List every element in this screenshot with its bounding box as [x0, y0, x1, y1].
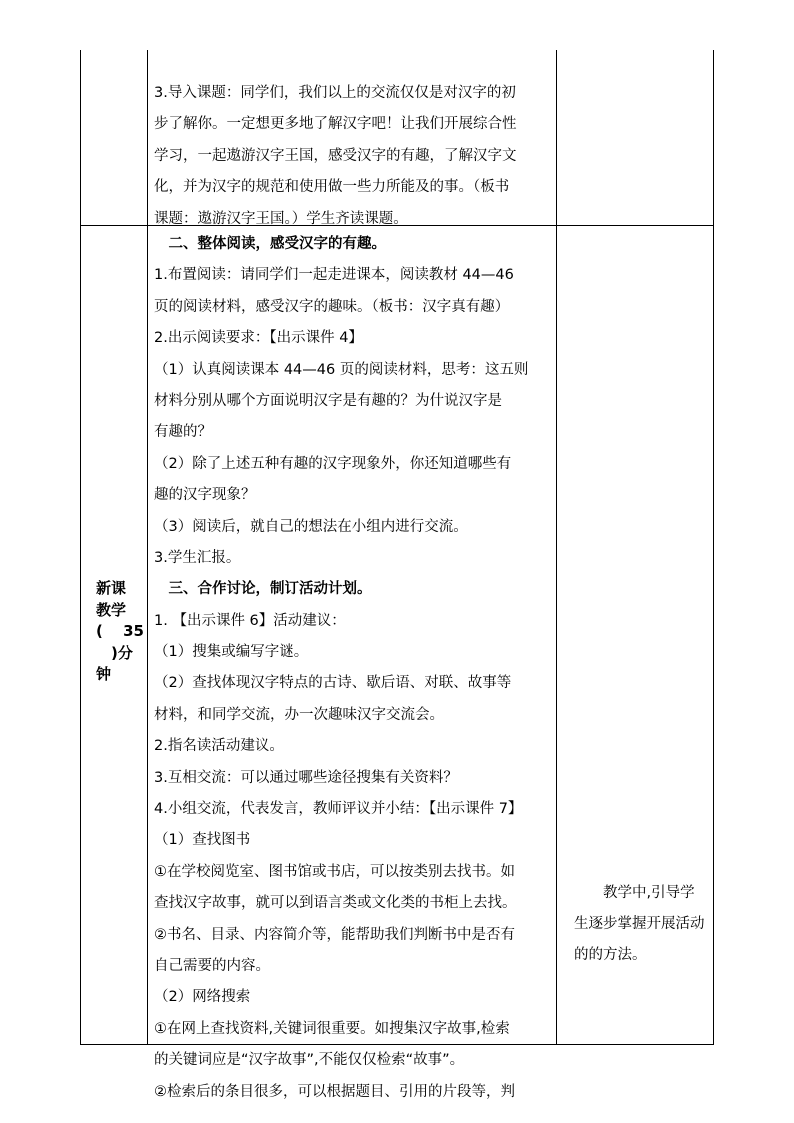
text-line: 2.指名读活动建议。 — [154, 738, 284, 755]
table-border-left — [80, 50, 81, 1045]
section-heading: 三、合作讨论，制订活动计划。 — [154, 581, 372, 598]
text-line: 化，并为汉字的规范和使用做一些力所能及的事。（板书 — [154, 179, 510, 196]
text-line: 3.互相交流：可以通过哪些途径搜集有关资料？ — [154, 769, 458, 786]
text-line: 页的阅读材料，感受汉字的趣味。（板书：汉字真有趣） — [154, 298, 510, 315]
text-line: （1）认真阅读课本 44—46 页的阅读材料，思考：这五则 — [154, 361, 529, 378]
text-line: ②书名、目录、内容简介等，能帮助我们判断书中是否有 — [154, 926, 515, 943]
text-line: （1）查找图书 — [154, 832, 251, 849]
text-line: 有趣的？ — [154, 424, 212, 441]
text-line: 4.小组交流，代表发言，教师评议并小结：【出示课件 7】 — [154, 801, 523, 818]
text-line: （3）阅读后，就自己的想法在小组内进行交流。 — [154, 518, 468, 535]
text-line: 课题：遨游汉字王国。）学生齐读课题。 — [154, 210, 408, 227]
label-line: 钟 — [96, 665, 112, 683]
text-line: 3.导入课题：同学们，我们以上的交流仅仅是对汉字的初 — [154, 85, 516, 101]
section-heading: 二、整体阅读，感受汉字的有趣。 — [154, 236, 386, 252]
text-line: （2）查找体现汉字特点的古诗、歇后语、对联、故事等 — [154, 675, 512, 692]
text-line: （2）除了上述五种有趣的汉字现象外，你还知道哪些有 — [154, 455, 512, 472]
label-line: )分 — [96, 643, 133, 662]
note-line: 的的方法。 — [574, 947, 647, 964]
teaching-content-text — [154, 229, 528, 1108]
table-divider-label — [147, 50, 148, 1045]
text-line: 趣的汉字现象？ — [154, 487, 256, 504]
text-line: 3.学生汇报。 — [154, 549, 241, 566]
text-line: （1）搜集或编写字谜。 — [154, 644, 309, 661]
label-line: ( 35 — [96, 622, 144, 640]
text-line: ①在学校阅览室、图书馆或书店，可以按类别去找书。如 — [154, 863, 515, 880]
text-line: 材料，和同学交流，办一次趣味汉字交流会。 — [154, 706, 444, 723]
text-line: 步了解你。一定想更多地了解汉字吧！让我们开展综合性 — [154, 116, 517, 133]
text-line: 2.出示阅读要求：【出示课件 4】 — [154, 330, 363, 347]
text-line: 材料分别从哪个方面说明汉字是有趣的？为什说汉字是 — [154, 392, 502, 409]
text-line: 学习，一起遨游汉字王国，感受汉字的有趣，了解汉字文 — [154, 147, 517, 164]
note-line: 教学中,引导学 — [574, 885, 695, 901]
text-line: 查找汉字故事，就可以到语言类或文化类的书柜上去找。 — [154, 895, 517, 912]
text-line: 1. 【出示课件 6】活动建议： — [154, 612, 346, 629]
text-line: 的关键词应是“汉字故事”,不能仅仅检索“故事”。 — [154, 1052, 465, 1069]
section-label-new-lesson — [96, 578, 148, 686]
text-line: ②检索后的条目很多，可以根据题目、引用的片段等，判 — [154, 1083, 515, 1100]
table-divider-content — [556, 50, 557, 1045]
table-border-right — [713, 50, 714, 1045]
label-line: 新课 — [96, 579, 127, 597]
label-line: 教学 — [96, 600, 127, 619]
text-line: ①在网上查找资料,关键词很重要。如搜集汉字故事,检索 — [154, 1020, 510, 1037]
note-line: 生逐步掌握开展活动 — [574, 916, 705, 933]
intro-topic-text — [154, 78, 517, 235]
text-line: 1.布置阅读：请同学们一起走进课本，阅读教材 44—46 — [154, 267, 514, 284]
design-intent-note — [574, 878, 710, 972]
text-line: 自己需要的内容。 — [154, 957, 270, 974]
text-line: （2）网络搜索 — [154, 989, 251, 1006]
